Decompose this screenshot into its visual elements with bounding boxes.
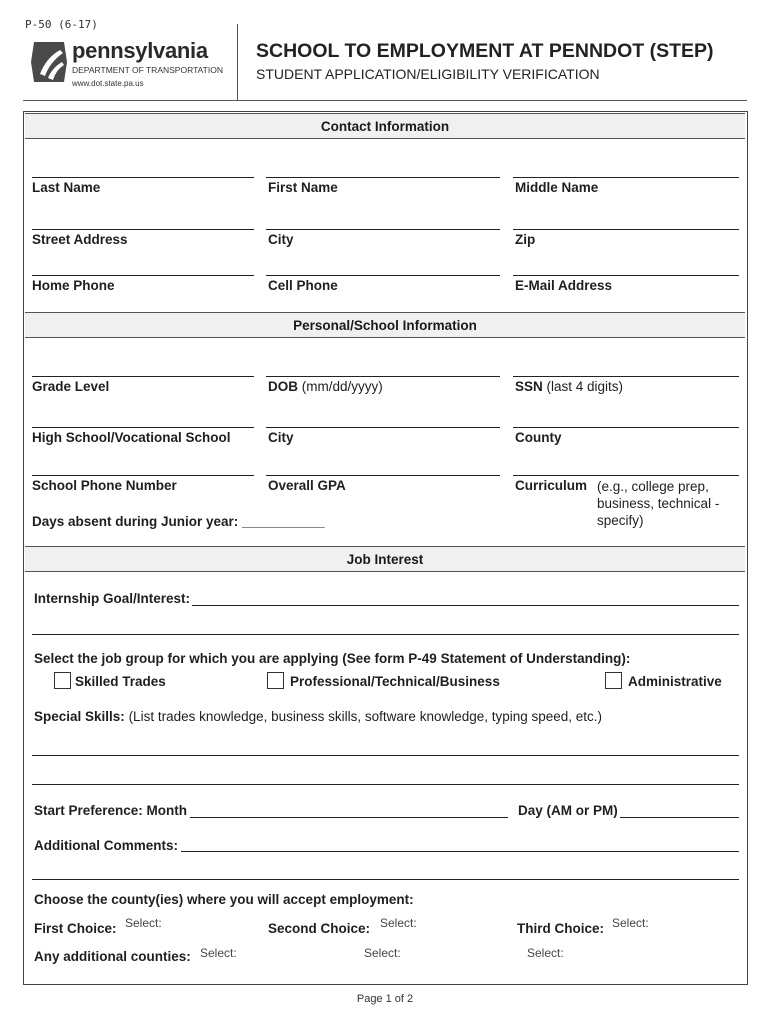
- ssn-label-text: SSN: [515, 379, 543, 394]
- page-number: Page 1 of 2: [356, 993, 414, 1005]
- dob-field[interactable]: [266, 376, 500, 377]
- ssn-field[interactable]: [513, 376, 739, 377]
- start-day-label: Day (AM or PM): [518, 803, 618, 818]
- email-label: E-Mail Address: [515, 278, 613, 293]
- zip-field[interactable]: [513, 229, 739, 230]
- last-name-field[interactable]: [32, 177, 254, 178]
- special-skills-field-line-2[interactable]: [32, 784, 739, 785]
- school-phone-label: School Phone Number: [32, 478, 177, 493]
- dob-hint: (mm/dd/yyyy): [301, 379, 383, 394]
- form-title: SCHOOL TO EMPLOYMENT AT PENNDOT (STEP): [256, 40, 714, 62]
- additional-comments-label: Additional Comments:: [34, 838, 178, 853]
- third-choice-select[interactable]: Select:: [612, 916, 649, 930]
- logo-wordmark: pennsylvania: [72, 38, 208, 63]
- school-field[interactable]: [32, 427, 254, 428]
- header-rule: [23, 100, 747, 101]
- curriculum-hint-line-3: specify): [597, 513, 644, 528]
- county-label: County: [515, 430, 562, 445]
- gpa-label: Overall GPA: [268, 478, 346, 493]
- days-absent-field[interactable]: Days absent during Junior year: ___________: [32, 514, 325, 529]
- special-skills-field-line-1[interactable]: [32, 755, 739, 756]
- email-field[interactable]: [513, 275, 739, 276]
- gpa-field[interactable]: [266, 475, 500, 476]
- administrative-checkbox[interactable]: [605, 672, 622, 689]
- last-name-label: Last Name: [32, 180, 101, 195]
- skilled-trades-checkbox[interactable]: [54, 672, 71, 689]
- logo-department: DEPARTMENT OF TRANSPORTATION: [72, 65, 223, 75]
- first-name-field[interactable]: [266, 177, 500, 178]
- additional-county-select-1[interactable]: Select:: [200, 946, 237, 960]
- internship-goal-field-line-2[interactable]: [32, 634, 739, 635]
- additional-counties-label: Any additional counties:: [34, 949, 191, 964]
- middle-name-label: Middle Name: [515, 180, 599, 195]
- professional-label: Professional/Technical/Business: [290, 674, 500, 689]
- curriculum-hint-line-2: business, technical -: [597, 496, 720, 511]
- city-label: City: [268, 232, 294, 247]
- cell-phone-field[interactable]: [266, 275, 500, 276]
- additional-county-select-2[interactable]: Select:: [364, 946, 401, 960]
- ssn-hint: (last 4 digits): [546, 379, 624, 394]
- first-choice-label: First Choice:: [34, 921, 117, 936]
- street-address-field[interactable]: [32, 229, 254, 230]
- additional-comments-field-line-2[interactable]: [32, 879, 739, 880]
- administrative-label: Administrative: [628, 674, 722, 689]
- dob-label: [268, 379, 383, 394]
- cell-phone-label: Cell Phone: [268, 278, 338, 293]
- choose-county-label: Choose the county(ies) where you will accept employment:: [34, 892, 414, 907]
- grade-level-label: Grade Level: [32, 379, 110, 394]
- home-phone-label: Home Phone: [32, 278, 115, 293]
- middle-name-field[interactable]: [513, 177, 739, 178]
- section-job-interest: Job Interest: [25, 546, 745, 572]
- second-choice-select[interactable]: Select:: [380, 916, 417, 930]
- second-choice-label: Second Choice:: [268, 921, 371, 936]
- internship-goal-field[interactable]: [192, 605, 739, 606]
- form-subtitle: STUDENT APPLICATION/ELIGIBILITY VERIFICATION: [256, 66, 600, 82]
- start-day-field[interactable]: [620, 817, 739, 818]
- grade-level-field[interactable]: [32, 376, 254, 377]
- curriculum-hint-line-1: (e.g., college prep,: [597, 479, 709, 494]
- special-skills-label: [34, 709, 602, 724]
- school-city-field[interactable]: [266, 427, 500, 428]
- additional-comments-field[interactable]: [181, 851, 739, 852]
- additional-county-select-3[interactable]: Select:: [527, 946, 564, 960]
- skilled-trades-label: Skilled Trades: [75, 674, 166, 689]
- special-skills-hint: (List trades knowledge, business skills, software knowledge, typing speed, etc.): [128, 709, 603, 724]
- job-group-instruction: Select the job group for which you are applying (See form P-49 Statement of Understanding):: [34, 651, 631, 666]
- section-personal-school-information: Personal/School Information: [25, 312, 745, 338]
- start-month-label: Start Preference: Month: [34, 803, 188, 818]
- logo-url: www.dot.state.pa.us: [72, 79, 144, 88]
- form-number: P-50 (6-17): [25, 18, 98, 31]
- professional-checkbox[interactable]: [267, 672, 284, 689]
- home-phone-field[interactable]: [32, 275, 254, 276]
- section-contact-information: Contact Information: [25, 113, 745, 139]
- first-name-label: First Name: [268, 180, 338, 195]
- internship-goal-label: Internship Goal/Interest:: [34, 591, 191, 606]
- ssn-label: [515, 379, 623, 394]
- pennsylvania-logo: [27, 40, 237, 100]
- county-field[interactable]: [513, 427, 739, 428]
- third-choice-label: Third Choice:: [517, 921, 604, 936]
- city-field[interactable]: [266, 229, 500, 230]
- curriculum-hint: [597, 478, 719, 529]
- header-divider: [237, 24, 238, 100]
- school-city-label: City: [268, 430, 294, 445]
- school-label: High School/Vocational School: [32, 430, 231, 445]
- street-address-label: Street Address: [32, 232, 128, 247]
- keystone-icon: [30, 40, 68, 84]
- start-month-field[interactable]: [190, 817, 508, 818]
- first-choice-select[interactable]: Select:: [125, 916, 162, 930]
- school-phone-field[interactable]: [32, 475, 254, 476]
- curriculum-label: Curriculum: [515, 478, 588, 493]
- special-skills-text: Special Skills:: [34, 709, 125, 724]
- dob-label-text: DOB: [268, 379, 298, 394]
- zip-label: Zip: [515, 232, 536, 247]
- curriculum-field[interactable]: [513, 475, 739, 476]
